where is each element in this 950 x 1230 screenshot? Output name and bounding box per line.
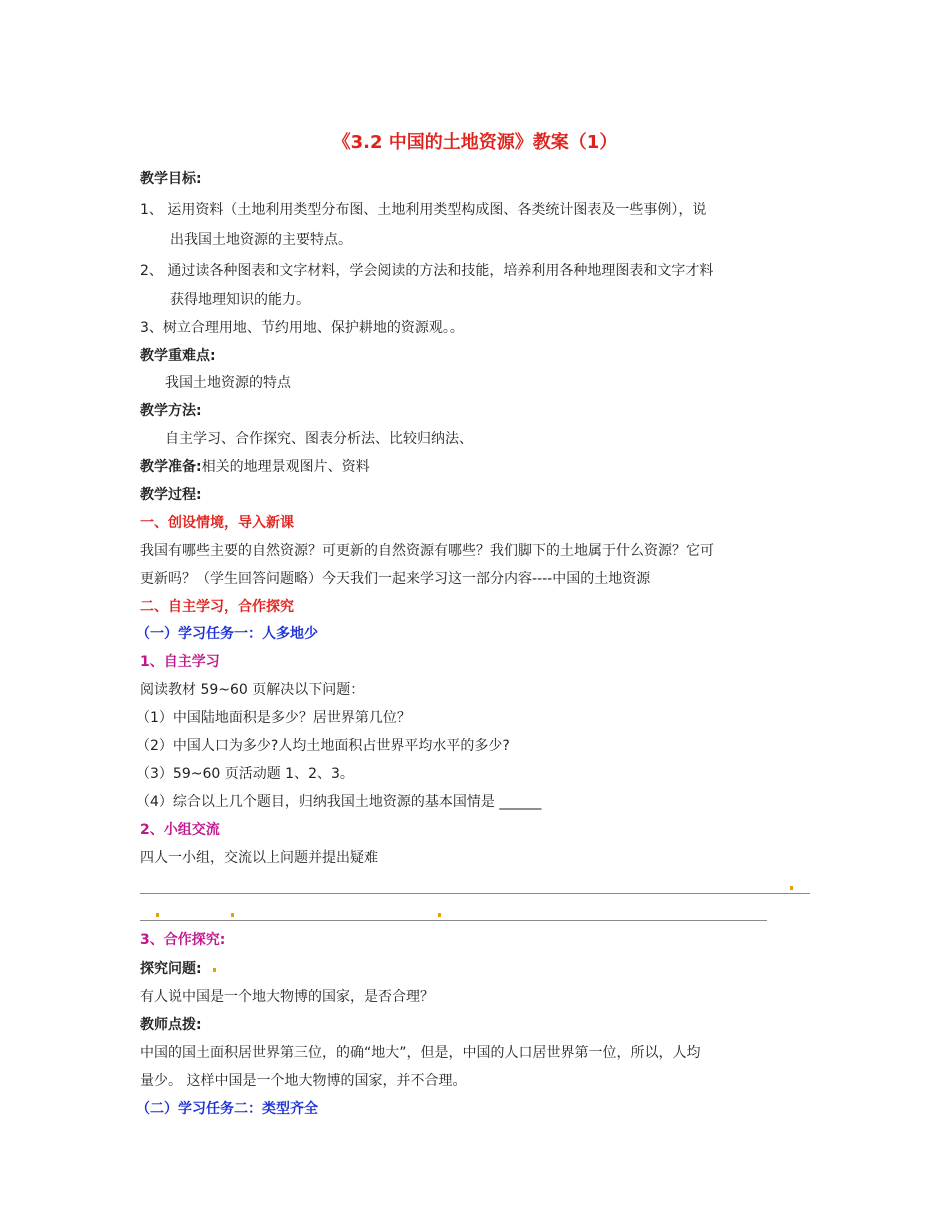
key-points-heading: 教学重难点: xyxy=(140,348,216,364)
task-2-heading: （二）学习任务二：类型齐全 xyxy=(136,1101,318,1117)
methods-heading: 教学方法: xyxy=(140,403,202,419)
section-1-line-1: 我国有哪些主要的自然资源？可更新的自然资源有哪些？我们脚下的土地属于什么资源？它可 xyxy=(140,543,714,559)
goals-heading: 教学目标: xyxy=(140,171,202,187)
prep-line xyxy=(140,457,370,477)
goal-item-2: 2、 通过读各种图表和文字材料，学会阅读的方法和技能，培养利用各种地理图表和文字才料 xyxy=(140,263,714,279)
teacher-line-2: 量少。 这样中国是一个地大物博的国家，并不合理。 xyxy=(140,1073,467,1089)
teacher-heading: 教师点拨: xyxy=(140,1017,202,1033)
section-1-heading: 一、创设情境，导入新课 xyxy=(140,515,294,531)
inquiry-text: 有人说中国是一个地大物博的国家，是否合理？ xyxy=(140,989,434,1005)
prep-heading: 教学准备: xyxy=(140,459,202,475)
coop-heading: 3、合作探究: xyxy=(140,932,226,948)
page-title: 《3.2 中国的土地资源》教案（1） xyxy=(332,132,618,153)
mark-dot xyxy=(438,913,441,917)
question-3: （3）59~60 页活动题 1、2、3。 xyxy=(136,766,354,782)
methods-text: 自主学习、合作探究、图表分析法、比较归纳法、 xyxy=(165,431,473,447)
mark-dot xyxy=(790,886,793,890)
answer-line-2 xyxy=(140,920,767,921)
question-4: （4）综合以上几个题目，归纳我国土地资源的基本国情是 ______ xyxy=(136,794,542,810)
answer-line-1 xyxy=(140,893,810,894)
section-1-line-2: 更新吗？（学生回答问题略）今天我们一起来学习这一部分内容----中国的土地资源 xyxy=(140,571,651,587)
mark-dot xyxy=(231,913,234,917)
task-1-heading: （一）学习任务一：人多地少 xyxy=(136,626,318,642)
section-2-heading: 二、自主学习，合作探究 xyxy=(140,599,294,615)
goal-item-3: 3、树立合理用地、节约用地、保护耕地的资源观。。 xyxy=(140,320,464,336)
process-heading: 教学过程: xyxy=(140,487,202,503)
question-2: （2）中国人口为多少?人均土地面积占世界平均水平的多少? xyxy=(136,738,510,754)
teacher-line-1: 中国的国土面积居世界第三位，的确“地大”，但是，中国的人口居世界第一位，所以，人均 xyxy=(140,1045,701,1061)
inquiry-heading: 探究问题: xyxy=(140,961,202,977)
key-points-text: 我国土地资源的特点 xyxy=(165,375,291,391)
read-instruction: 阅读教材 59~60 页解决以下问题： xyxy=(140,682,365,698)
goal-item-2-cont: 获得地理知识的能力。 xyxy=(170,292,310,308)
prep-text: 相关的地理景观图片、资料 xyxy=(201,459,370,475)
mark-dot xyxy=(213,968,216,972)
group-text: 四人一小组，交流以上问题并提出疑难 xyxy=(140,850,378,866)
question-1: （1）中国陆地面积是多少？居世界第几位？ xyxy=(136,710,411,726)
goal-item-1-cont: 出我国土地资源的主要特点。 xyxy=(170,232,352,248)
group-heading: 2、小组交流 xyxy=(140,822,220,838)
mark-dot xyxy=(156,913,159,917)
self-study-heading: 1、自主学习 xyxy=(140,654,220,670)
goal-item-1: 1、 运用资料（土地利用类型分布图、土地利用类型构成图、各类统计图表及一些事例），说 xyxy=(140,202,707,218)
